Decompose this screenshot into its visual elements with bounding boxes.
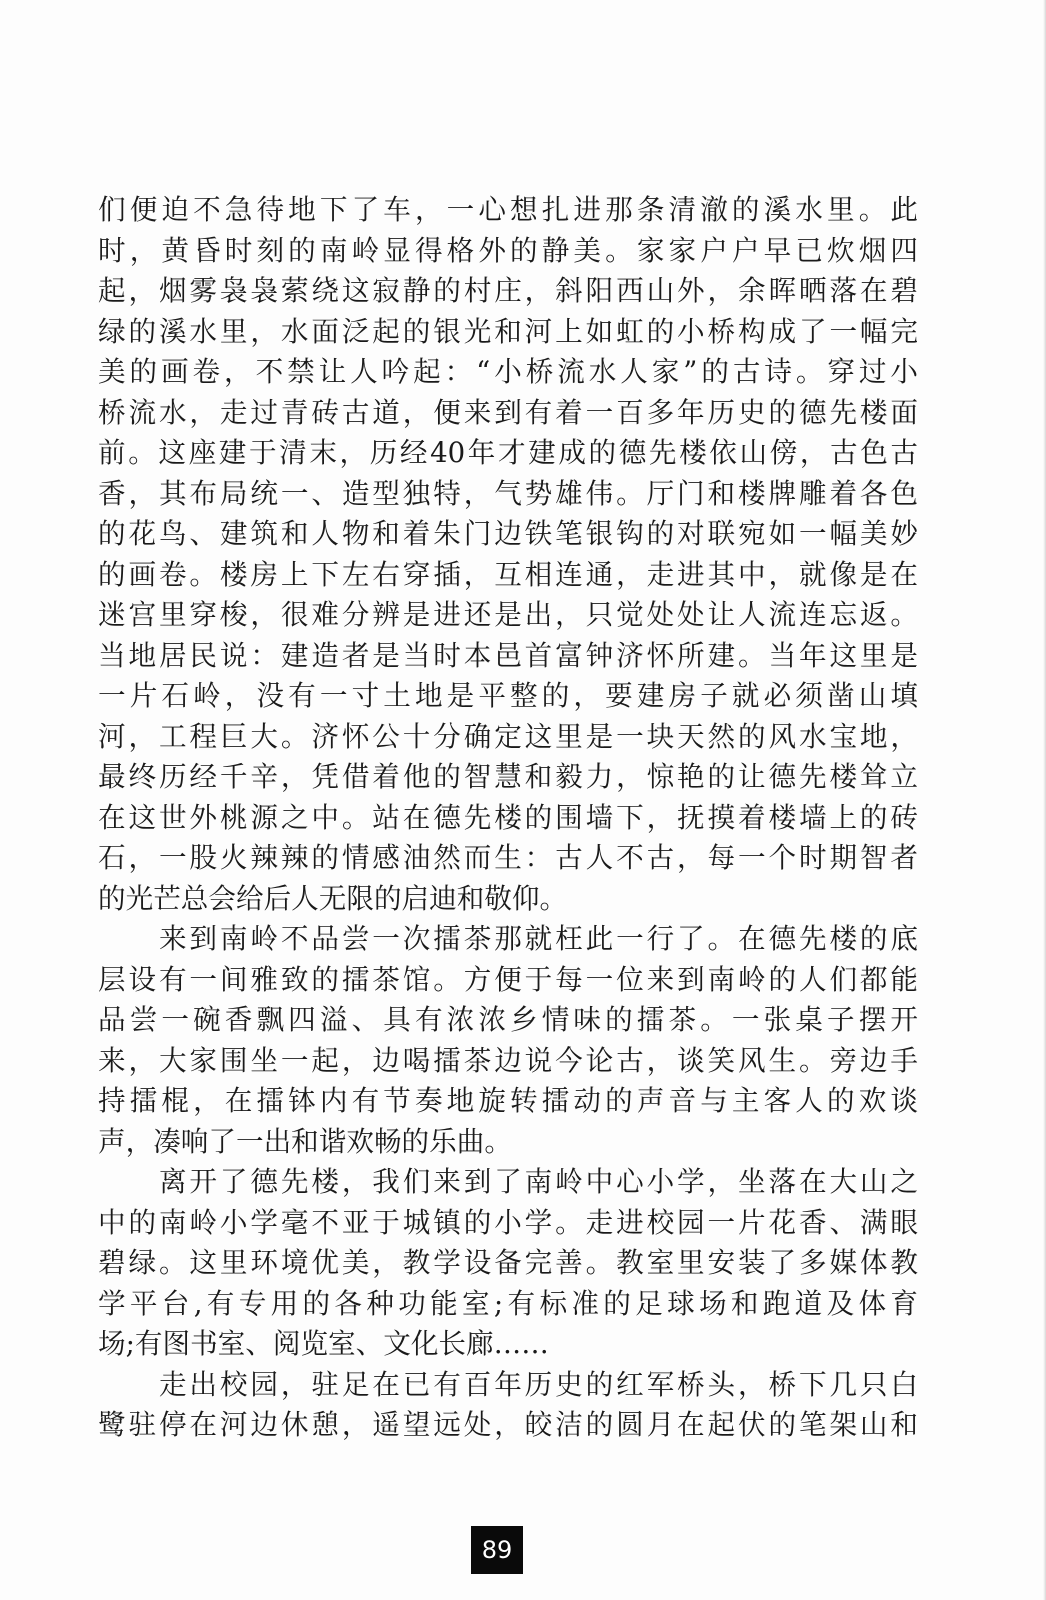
text-line: 美的画卷，不禁让人吟起：“小桥流水人家”的古诗。穿过小 [98,355,918,388]
text-line: 一片石岭，没有一寸土地是平整的，要建房子就必须凿山填 [98,679,918,712]
text-line: 鹭驻停在河边休憩，遥望远处，皎洁的圆月在起伏的笔架山和 [98,1408,918,1441]
text-line: 中的南岭小学毫不亚于城镇的小学。走进校园一片花香、满眼 [98,1205,918,1239]
body-text [98,190,918,1446]
text-line: 石，一股火辣辣的情感油然而生：古人不古，每一个时期智者 [98,841,918,874]
text-line: 时，黄昏时刻的南岭显得格外的静美。家家户户早已炊烟四 [98,233,918,267]
text-line: 的花鸟、建筑和人物和着朱门边铁笔银钩的对联宛如一幅美妙 [98,517,918,550]
text-line: 前。这座建于清末，历经40年才建成的德先楼依山傍，古色古 [98,436,918,469]
text-line: 绿的溪水里，水面泛起的银光和河上如虹的小桥构成了一幅完 [98,314,918,348]
text-line: 们便迫不急待地下了车，一心想扎进那条清澈的溪水里。此 [98,193,918,226]
text-line: 场;有图书室、阅览室、文化长廊…… [98,1327,549,1360]
text-line: 品尝一碗香飘四溢、具有浓浓乡情味的擂茶。一张桌子摆开 [98,1003,918,1036]
text-line: 迷宫里穿梭，很难分辨是进还是出，只觉处处让人流连忘返。 [98,598,918,631]
text-line: 当地居民说：建造者是当时本邑首富钟济怀所建。当年这里是 [98,638,918,672]
text-line: 学平台,有专用的各种功能室;有标准的足球场和跑道及体育 [98,1286,918,1320]
text-line: 离开了德先楼，我们来到了南岭中心小学，坐落在大山之 [98,1165,918,1198]
text-line: 碧绿。这里环境优美，教学设备完善。教室里安装了多媒体教 [98,1246,918,1279]
text-line: 来，大家围坐一起，边喝擂茶边说今论古，谈笑风生。旁边手 [98,1043,918,1077]
text-line: 在这世外桃源之中。站在德先楼的围墙下，抚摸着楼墙上的砖 [98,800,918,834]
text-line: 香，其布局统一、造型独特，气势雄伟。厅门和楼牌雕着各色 [98,476,918,510]
text-line: 桥流水，走过青砖古道，便来到有着一百多年历史的德先楼面 [98,395,918,429]
text-line: 最终历经千辛，凭借着他的智慧和毅力，惊艳的让德先楼耸立 [98,760,918,793]
text-line: 来到南岭不品尝一次擂茶那就枉此一行了。在德先楼的底 [98,922,918,955]
text-line: 的画卷。楼房上下左右穿插，互相连通，走进其中，就像是在 [98,557,918,591]
text-line: 层设有一间雅致的擂茶馆。方便于每一位来到南岭的人们都能 [98,962,918,996]
text-line: 河，工程巨大。济怀公十分确定这里是一块天然的风水宝地， [98,719,918,753]
text-line: 的光芒总会给后人无限的启迪和敬仰。 [98,881,568,915]
text-line: 声，凑响了一出和谐欢畅的乐曲。 [98,1124,512,1158]
text-line: 持擂棍，在擂钵内有节奏地旋转擂动的声音与主客人的欢谈 [98,1084,918,1117]
page-number: 89 [471,1526,523,1574]
text-line: 起，烟雾袅袅萦绕这寂静的村庄，斜阳西山外，余晖晒落在碧 [98,274,918,307]
text-line: 走出校园，驻足在已有百年历史的红军桥头，桥下几只白 [98,1367,918,1401]
